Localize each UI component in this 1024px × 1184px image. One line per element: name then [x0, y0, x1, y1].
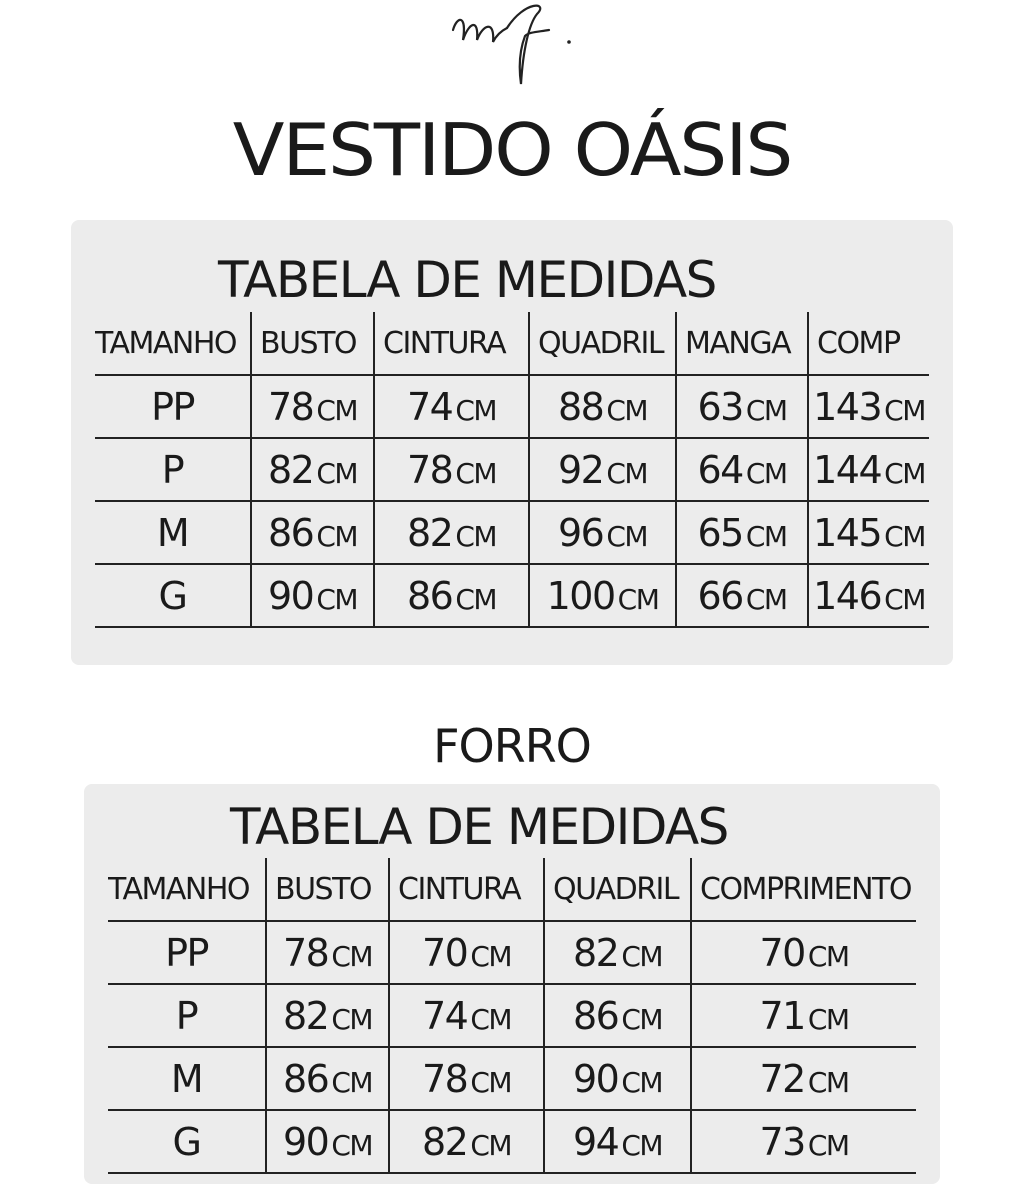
value-cell: 146 CM	[808, 564, 929, 627]
value-cell: 74 CM	[389, 984, 544, 1047]
size-cell: G	[95, 564, 251, 627]
value-cell: 100 CM	[529, 564, 676, 627]
size-cell: M	[108, 1047, 266, 1110]
lining-measurement-table	[108, 858, 916, 1174]
column-header-length: COMPRIMENTO	[691, 858, 916, 921]
size-cell: PP	[108, 921, 266, 984]
value-cell: 143 CM	[808, 375, 929, 438]
signature-logo	[445, 0, 585, 90]
value-cell: 86 CM	[251, 501, 374, 564]
value-cell: 65 CM	[676, 501, 808, 564]
value-cell: 71 CM	[691, 984, 916, 1047]
table-row	[108, 921, 916, 984]
column-header-size: TAMANHO	[108, 858, 266, 921]
value-cell: 74 CM	[374, 375, 529, 438]
table-heading: TABELA DE MEDIDAS	[218, 251, 716, 309]
size-cell: G	[108, 1110, 266, 1173]
column-header-hip: QUADRIL	[544, 858, 691, 921]
size-cell: PP	[95, 375, 251, 438]
value-cell: 86 CM	[544, 984, 691, 1047]
page-title: VESTIDO OÁSIS	[232, 108, 792, 192]
measurement-table-panel	[71, 220, 953, 665]
table-heading: TABELA DE MEDIDAS	[230, 798, 728, 856]
column-header-sleeve: MANGA	[676, 312, 808, 375]
table-row	[95, 375, 929, 438]
table-row	[95, 501, 929, 564]
value-cell: 64 CM	[676, 438, 808, 501]
lining-table-panel	[84, 784, 940, 1184]
lining-section-title: FORRO	[433, 719, 591, 773]
table-row	[95, 564, 929, 627]
size-cell: M	[95, 501, 251, 564]
value-cell: 94 CM	[544, 1110, 691, 1173]
value-cell: 78 CM	[251, 375, 374, 438]
value-cell: 90 CM	[251, 564, 374, 627]
table-row	[108, 1110, 916, 1173]
value-cell: 96 CM	[529, 501, 676, 564]
size-cell: P	[108, 984, 266, 1047]
size-cell: P	[95, 438, 251, 501]
column-header-bust: BUSTO	[251, 312, 374, 375]
value-cell: 88 CM	[529, 375, 676, 438]
column-header-bust: BUSTO	[266, 858, 389, 921]
value-cell: 78 CM	[389, 1047, 544, 1110]
value-cell: 82 CM	[266, 984, 389, 1047]
value-cell: 90 CM	[544, 1047, 691, 1110]
value-cell: 78 CM	[266, 921, 389, 984]
table-row	[108, 1047, 916, 1110]
value-cell: 70 CM	[389, 921, 544, 984]
table-row	[95, 438, 929, 501]
value-cell: 70 CM	[691, 921, 916, 984]
column-header-waist: CINTURA	[374, 312, 529, 375]
value-cell: 82 CM	[374, 501, 529, 564]
table-header-row	[95, 312, 929, 375]
value-cell: 92 CM	[529, 438, 676, 501]
value-cell: 82 CM	[251, 438, 374, 501]
column-header-waist: CINTURA	[389, 858, 544, 921]
value-cell: 86 CM	[374, 564, 529, 627]
value-cell: 78 CM	[374, 438, 529, 501]
value-cell: 82 CM	[389, 1110, 544, 1173]
value-cell: 86 CM	[266, 1047, 389, 1110]
column-header-hip: QUADRIL	[529, 312, 676, 375]
value-cell: 82 CM	[544, 921, 691, 984]
value-cell: 66 CM	[676, 564, 808, 627]
value-cell: 63 CM	[676, 375, 808, 438]
column-header-size: TAMANHO	[95, 312, 251, 375]
column-header-length: COMP	[808, 312, 929, 375]
measurement-table	[95, 312, 929, 628]
value-cell: 72 CM	[691, 1047, 916, 1110]
table-row	[108, 984, 916, 1047]
value-cell: 144 CM	[808, 438, 929, 501]
table-header-row	[108, 858, 916, 921]
value-cell: 90 CM	[266, 1110, 389, 1173]
value-cell: 73 CM	[691, 1110, 916, 1173]
value-cell: 145 CM	[808, 501, 929, 564]
